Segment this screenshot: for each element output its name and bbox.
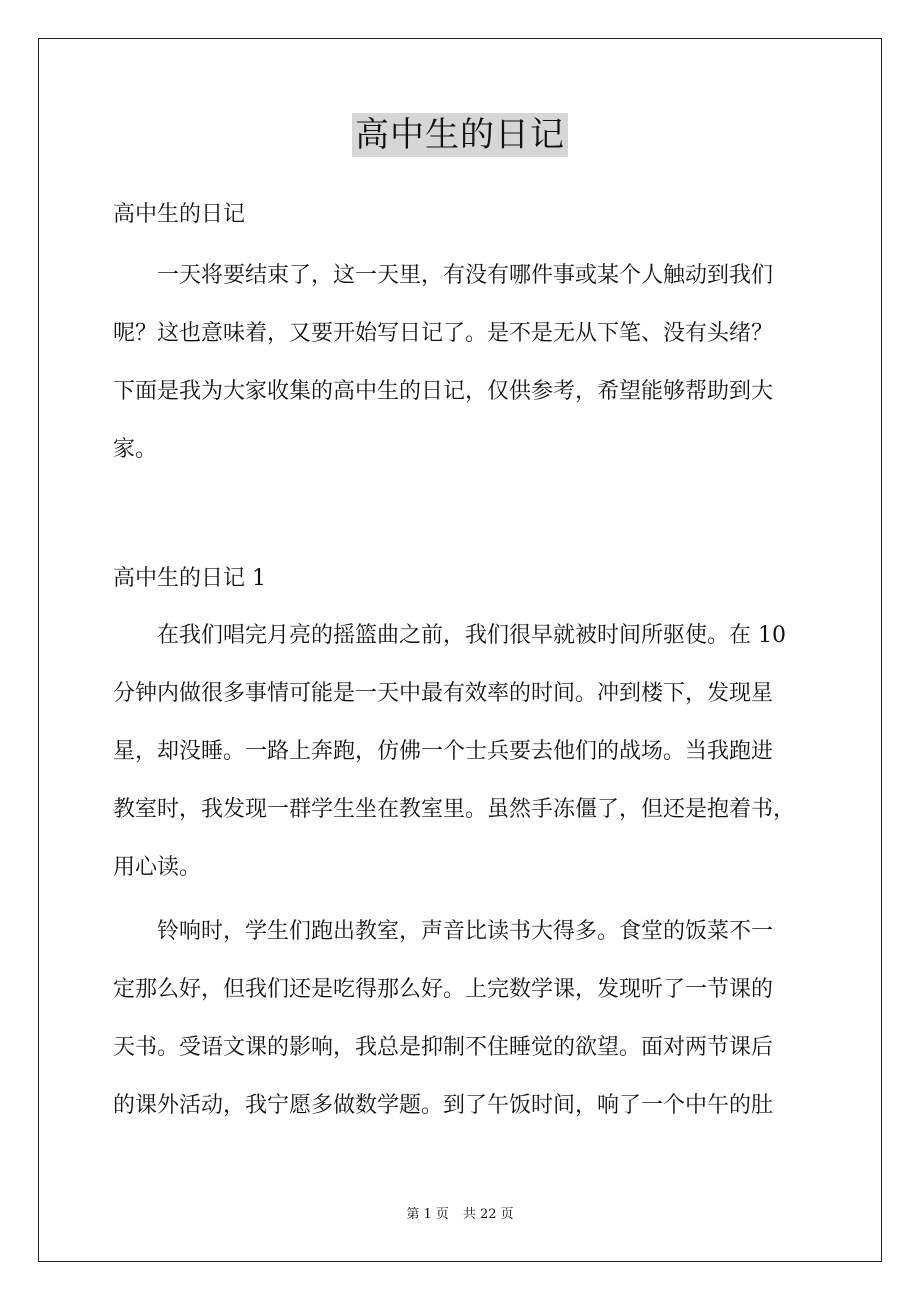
document-title-text: 高中生的日记	[352, 113, 568, 157]
diary-paragraph-2	[113, 903, 813, 1135]
paragraph-line: 教室时，我发现一群学生坐在教室里。虽然手冻僵了，但还是抱着书，	[113, 797, 796, 822]
spacer	[113, 237, 813, 247]
paragraph-line: 定那么好，但我们还是吃得那么好。上完数学课，发现听了一节课的	[113, 977, 774, 1002]
diary-paragraph-1	[113, 607, 813, 897]
paragraph-line: 呢？这也意味着，又要开始写日记了。是不是无从下笔、没有头绪？	[113, 321, 774, 346]
document-title	[0, 113, 920, 157]
paragraph-line: 一天将要结束了，这一天里，有没有哪件事或某个人触动到我们	[157, 263, 774, 288]
paragraph-line: 铃响时，学生们跑出教室，声音比读书大得多。食堂的饭菜不一	[157, 919, 774, 944]
paragraph-line: 家。	[113, 437, 158, 462]
section-heading: 高中生的日记 1	[113, 566, 266, 591]
paragraph-line: 星，却没睡。一路上奔跑，仿佛一个士兵要去他们的战场。当我跑进	[113, 739, 774, 764]
document-body	[113, 193, 813, 1135]
spacer	[113, 479, 813, 557]
page-footer	[0, 1206, 920, 1224]
intro-paragraph	[113, 247, 813, 479]
paragraph-line: 分钟内做很多事情可能是一天中最有效率的时间。冲到楼下，发现星	[113, 681, 774, 706]
page-total: 共 22 页	[462, 1207, 514, 1222]
paragraph-line: 天书。受语文课的影响，我总是抑制不住睡觉的欲望。面对两节课后	[113, 1035, 774, 1060]
page-number: 第 1 页	[406, 1207, 449, 1222]
paragraph-line: 的课外活动，我宁愿多做数学题。到了午饭时间，响了一个中午的肚	[113, 1093, 774, 1118]
paragraph-line: 下面是我为大家收集的高中生的日记，仅供参考，希望能够帮助到大	[113, 379, 774, 404]
paragraph-line: 用心读。	[113, 855, 202, 880]
intro-heading: 高中生的日记	[113, 202, 246, 227]
paragraph-line: 在我们唱完月亮的摇篮曲之前，我们很早就被时间所驱使。在 10	[157, 623, 786, 648]
